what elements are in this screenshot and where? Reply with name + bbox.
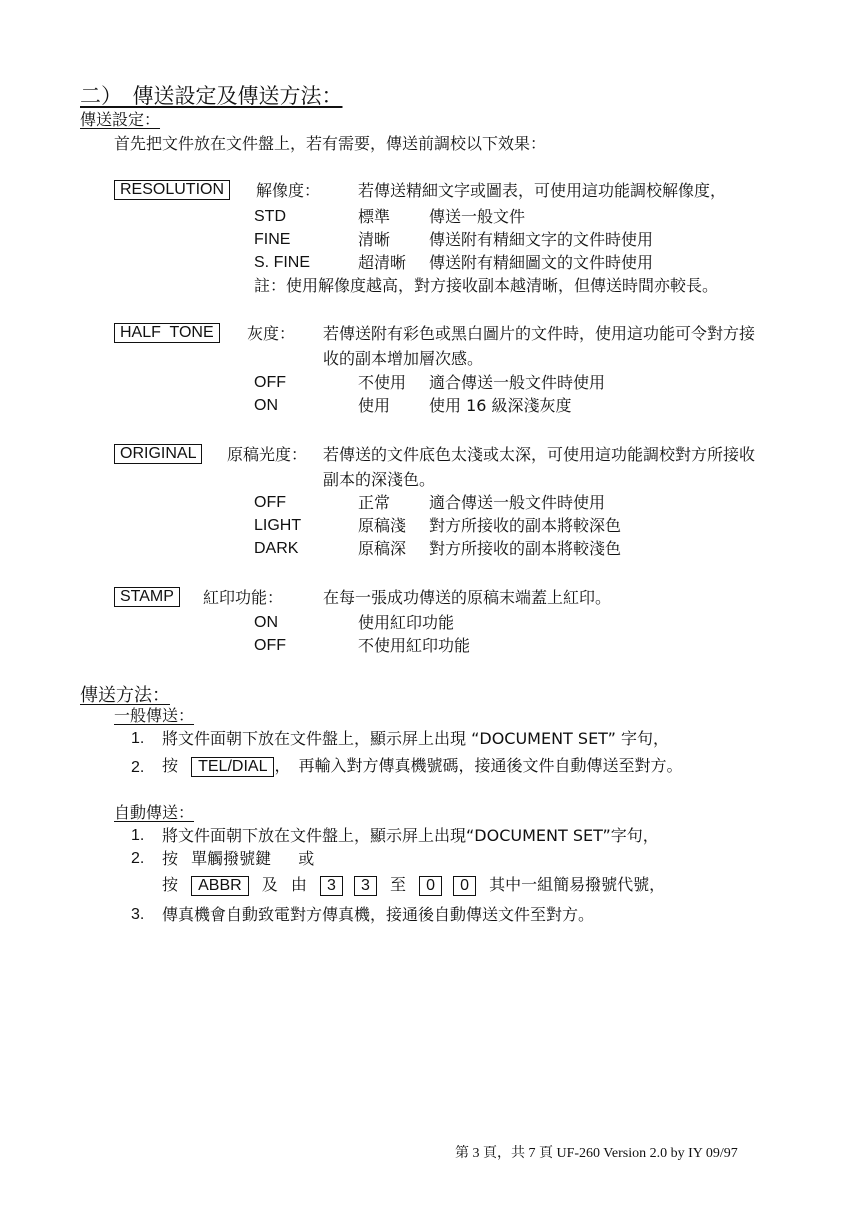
resolution-label: 解像度：: [256, 181, 321, 200]
tel-dial-key: TEL/DIAL: [191, 757, 274, 777]
auto-step-3: 傳真機會自動致電對方傳真機，接通後自動傳送文件至對方。: [162, 905, 595, 924]
original-key: ORIGINAL: [114, 444, 202, 464]
option-code: ON: [254, 397, 278, 414]
step-number: 1.: [131, 730, 145, 747]
option-code: LIGHT: [254, 517, 302, 534]
step-number: 2.: [131, 850, 145, 867]
settings-heading: 傳送設定：: [80, 110, 161, 129]
option-code: ON: [254, 614, 278, 631]
page-footer: 第 3 頁，共 7 頁 UF-260 Version 2.0 by IY 09/97: [455, 1146, 738, 1161]
halftone-row: [114, 322, 220, 343]
or-label: 或: [298, 849, 315, 868]
normal-send-heading: 一般傳送：: [114, 706, 195, 725]
one-touch-key-text: 單觸撥號鍵: [191, 849, 272, 868]
halftone-desc-1: 若傳送附有彩色或黑白圖片的文件時，使用這功能可令對方接: [323, 324, 756, 343]
original-row: [114, 443, 202, 464]
section-title: 二） 傳送設定及傳送方法：: [80, 84, 343, 108]
step-number: 3.: [131, 906, 145, 923]
option-code: OFF: [254, 637, 286, 654]
settings-intro: 首先把文件放在文件盤上，若有需要，傳送前調校以下效果：: [114, 134, 547, 153]
from-label: 由: [290, 875, 307, 894]
original-desc-1: 若傳送的文件底色太淺或太深，可使用這功能調校對方所接收: [323, 445, 756, 464]
step-number: 2.: [131, 759, 145, 776]
option-desc: 傳送附有精細文字的文件時使用: [429, 230, 654, 249]
original-desc-2: 副本的深淺色。: [323, 470, 436, 489]
option-code: DARK: [254, 540, 299, 557]
auto-step-2b: [162, 875, 665, 896]
stamp-row: [114, 586, 180, 607]
option-name: 正常: [358, 493, 391, 512]
option-name: 使用: [358, 396, 391, 415]
to-label: 至: [390, 875, 407, 894]
digit-key-0: 0: [419, 876, 442, 896]
auto-step-2: [162, 849, 314, 869]
option-name: 原稿深: [358, 539, 407, 558]
original-label: 原稿光度：: [227, 445, 308, 464]
option-desc: 適合傳送一般文件時使用: [429, 493, 606, 512]
option-name: 標準: [358, 207, 391, 226]
resolution-desc: 若傳送精細文字或圖表，可使用這功能調校解像度，: [358, 181, 727, 200]
option-desc: 適合傳送一般文件時使用: [429, 373, 606, 392]
option-name: 超清晰: [358, 253, 407, 272]
resolution-row: [114, 179, 230, 200]
press-label: 按: [162, 849, 179, 868]
methods-heading: 傳送方法：: [80, 685, 170, 706]
option-desc: 使用紅印功能: [358, 613, 455, 632]
option-desc: 傳送附有精細圖文的文件時使用: [429, 253, 654, 272]
step-2-rest: ， 再輸入對方傳真機號碼，接通後文件自動傳送至對方。: [274, 756, 683, 775]
option-desc: 使用 16 級深淺灰度: [429, 396, 572, 415]
speed-dial-text: 其中一組簡易撥號代號，: [489, 875, 666, 894]
option-desc: 對方所接收的副本將較深色: [429, 516, 622, 535]
option-code: S. FINE: [254, 254, 311, 271]
press-label: 按: [162, 875, 179, 894]
option-desc: 不使用紅印功能: [358, 636, 471, 655]
abbr-key: ABBR: [191, 876, 249, 896]
option-desc: 傳送一般文件: [429, 207, 526, 226]
step-number: 1.: [131, 827, 145, 844]
auto-step-1: 將文件面朝下放在文件盤上，顯示屏上出現“DOCUMENT SET”字句，: [162, 826, 659, 845]
stamp-desc: 在每一張成功傳送的原稿末端蓋上紅印。: [323, 588, 612, 607]
normal-step-2: [162, 756, 682, 777]
stamp-key: STAMP: [114, 587, 180, 607]
digit-key-3: 3: [320, 876, 343, 896]
halftone-desc-2: 收的副本增加層次感。: [323, 349, 484, 368]
digit-key-0: 0: [453, 876, 476, 896]
option-name: 原稿淺: [358, 516, 407, 535]
option-name: 清晰: [358, 230, 391, 249]
option-desc: 對方所接收的副本將較淺色: [429, 539, 622, 558]
option-code: STD: [254, 208, 286, 225]
stamp-label: 紅印功能：: [203, 588, 284, 607]
option-code: FINE: [254, 231, 291, 248]
and-label: 及: [261, 875, 278, 894]
auto-send-heading: 自動傳送：: [114, 803, 195, 822]
press-label: 按: [162, 756, 179, 775]
option-code: OFF: [254, 494, 286, 511]
normal-step-1: 將文件面朝下放在文件盤上，顯示屏上出現 “DOCUMENT SET” 字句，: [162, 729, 669, 748]
option-code: OFF: [254, 374, 286, 391]
resolution-key: RESOLUTION: [114, 180, 230, 200]
halftone-key: HALF TONE: [114, 323, 220, 343]
option-name: 不使用: [358, 373, 407, 392]
halftone-label: 灰度：: [247, 324, 296, 343]
resolution-note: 註：使用解像度越高，對方接收副本越清晰，但傳送時間亦較長。: [254, 276, 719, 295]
digit-key-3: 3: [354, 876, 377, 896]
